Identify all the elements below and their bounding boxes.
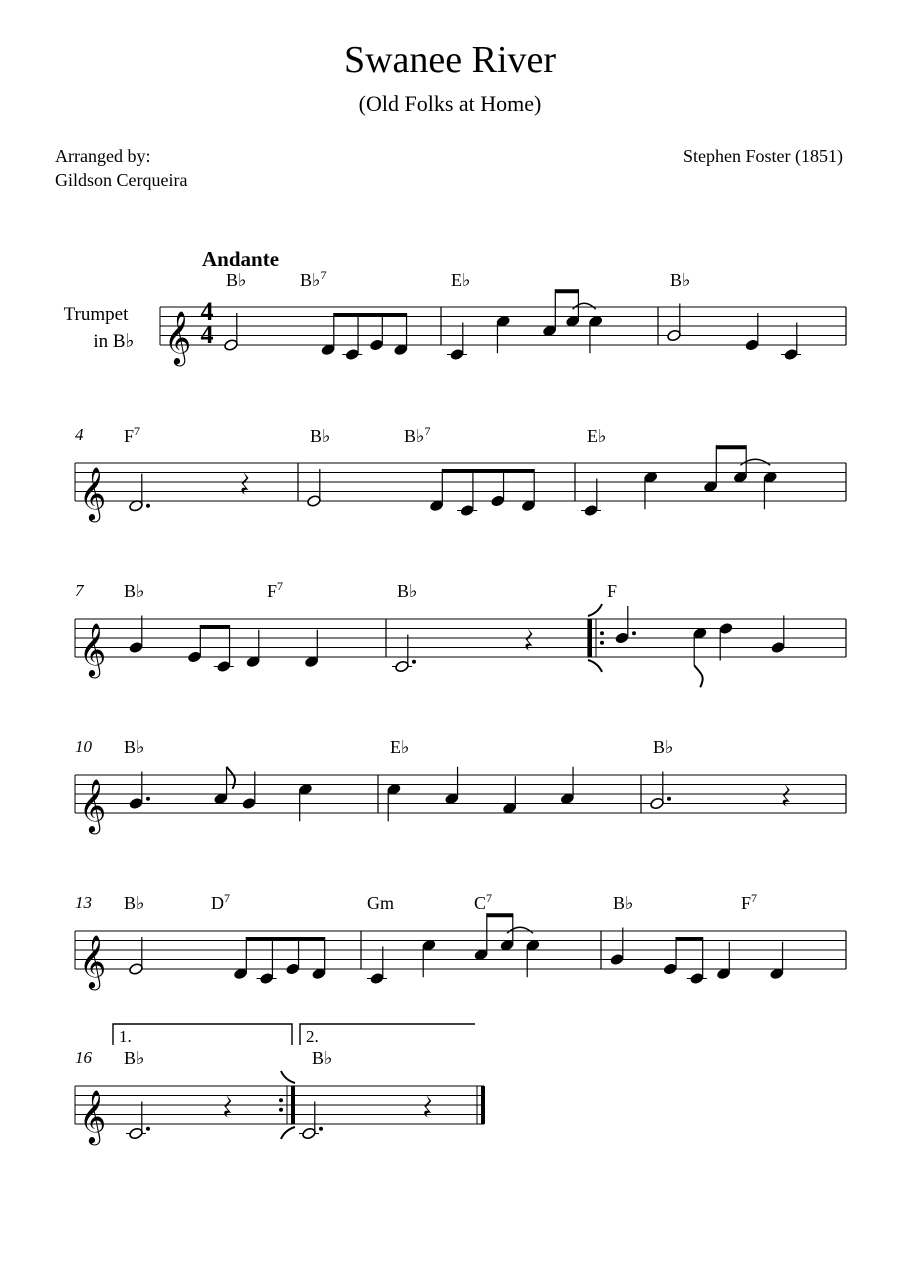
treble-clef-icon: 𝄞 [164, 312, 192, 363]
chord-symbol: $D^7$ [211, 891, 230, 913]
measure-number: 4 [75, 425, 84, 444]
chord-symbol: B♭ [124, 1048, 145, 1068]
title: Swanee River [343, 39, 557, 81]
composer: Stephen Foster (1851) [683, 146, 843, 166]
note-head [187, 651, 202, 664]
note-head [302, 1127, 317, 1140]
beam [246, 937, 324, 941]
chord-symbol: F [607, 581, 618, 601]
final-barline-thick [481, 1086, 485, 1124]
chord-symbol: B♭ [670, 270, 691, 290]
tempo-marking: Andante [202, 247, 280, 271]
instrument-name: Trumpet [63, 304, 129, 325]
beam [555, 289, 578, 293]
time-signature-bottom: 4 [200, 320, 214, 349]
augmentation-dot [412, 660, 416, 664]
arranger-name: Gildson Cerqueira [55, 170, 188, 190]
chord-symbol: E♭ [390, 737, 410, 757]
repeat-dot [279, 1108, 283, 1112]
chord-symbol: B♭ [124, 893, 145, 913]
note-head [395, 660, 410, 673]
note-head [490, 495, 505, 508]
measure-number: 13 [75, 893, 92, 912]
tie [740, 459, 770, 465]
repeat-dot [600, 631, 604, 635]
note-head [129, 963, 144, 976]
note-head [370, 972, 385, 985]
note-head [369, 339, 384, 352]
subtitle: (Old Folks at Home) [358, 91, 542, 116]
note-head [345, 348, 360, 361]
measure-number: 16 [75, 1048, 92, 1067]
augmentation-dot [667, 797, 671, 801]
note-head [663, 963, 678, 976]
beam [200, 625, 229, 629]
treble-clef-icon: 𝄞 [79, 1091, 107, 1142]
chord-symbol: $F^7$ [741, 891, 758, 913]
repeat-dot [600, 641, 604, 645]
note-head [745, 339, 760, 352]
repeat-end-thick-bar [291, 1086, 295, 1124]
treble-clef-icon: 𝄞 [79, 624, 107, 675]
treble-clef-icon: 𝄞 [79, 468, 107, 519]
repeat-bracket-bottom [281, 1127, 295, 1139]
beam [334, 313, 407, 317]
note-head [615, 632, 630, 645]
chord-symbol: $F^7$ [124, 424, 141, 446]
chord-symbol: E♭ [587, 426, 607, 446]
repeat-start-thick-bar [588, 619, 592, 657]
tie [507, 927, 533, 933]
augmentation-dot [146, 797, 150, 801]
note-head [224, 339, 239, 352]
volta-first-ending-label: 1. [119, 1027, 132, 1046]
chord-symbol: $F^7$ [267, 579, 284, 601]
note-flag [694, 665, 702, 687]
tie [573, 303, 596, 309]
note-head [307, 495, 322, 508]
note-head [216, 660, 231, 673]
note-flag [227, 767, 235, 789]
note-head [285, 963, 300, 976]
augmentation-dot [319, 1127, 323, 1131]
note-head [242, 797, 257, 810]
chord-symbol: B♭ [310, 426, 331, 446]
repeat-bracket-top [588, 604, 602, 616]
note-head [784, 348, 799, 361]
augmentation-dot [146, 504, 150, 508]
treble-clef-icon: 𝄞 [79, 780, 107, 831]
chord-symbol: B♭ [613, 893, 634, 913]
chord-symbol: B♭ [312, 1048, 333, 1068]
beam [676, 937, 703, 941]
note-head [650, 797, 665, 810]
chord-symbol: Gm [367, 893, 394, 913]
time-signature-top: 4 [200, 297, 214, 326]
repeat-bracket-bottom [588, 660, 602, 672]
note-head [129, 797, 144, 810]
repeat-dot [279, 1098, 283, 1102]
chord-symbol: B♭ [124, 737, 145, 757]
repeat-bracket-top [281, 1071, 295, 1083]
note-head [667, 329, 682, 342]
note-head [689, 972, 704, 985]
chord-symbol: B♭$^7$ [404, 424, 431, 446]
volta-second-ending-label: 2. [306, 1027, 319, 1046]
chord-symbol: $C^7$ [474, 891, 493, 913]
beam [442, 469, 534, 473]
treble-clef-icon: 𝄞 [79, 936, 107, 987]
chord-symbol: E♭ [451, 270, 471, 290]
augmentation-dot [146, 1127, 150, 1131]
note-head [771, 641, 786, 654]
music-notation [75, 289, 846, 1145]
chord-symbol: B♭$^7$ [300, 268, 327, 290]
note-head [129, 641, 144, 654]
chord-symbol: B♭ [397, 581, 418, 601]
chord-symbol: B♭ [653, 737, 674, 757]
augmentation-dot [632, 631, 636, 635]
note-head [259, 972, 274, 985]
note-head [610, 953, 625, 966]
volta-first-ending [113, 1024, 292, 1045]
arranger-label: Arranged by: [55, 146, 151, 166]
note-head [129, 1127, 144, 1140]
beam [716, 445, 746, 449]
beam [487, 913, 513, 917]
chord-symbol: B♭ [124, 581, 145, 601]
instrument-transposition: in B♭ [93, 331, 135, 352]
note-head [719, 622, 734, 635]
note-head [460, 504, 475, 517]
measure-number: 7 [75, 581, 84, 600]
measure-number: 10 [75, 737, 92, 756]
note-head [584, 504, 599, 517]
note-head [450, 348, 465, 361]
chord-symbol: B♭ [226, 270, 247, 290]
volta-second-ending [300, 1024, 475, 1045]
